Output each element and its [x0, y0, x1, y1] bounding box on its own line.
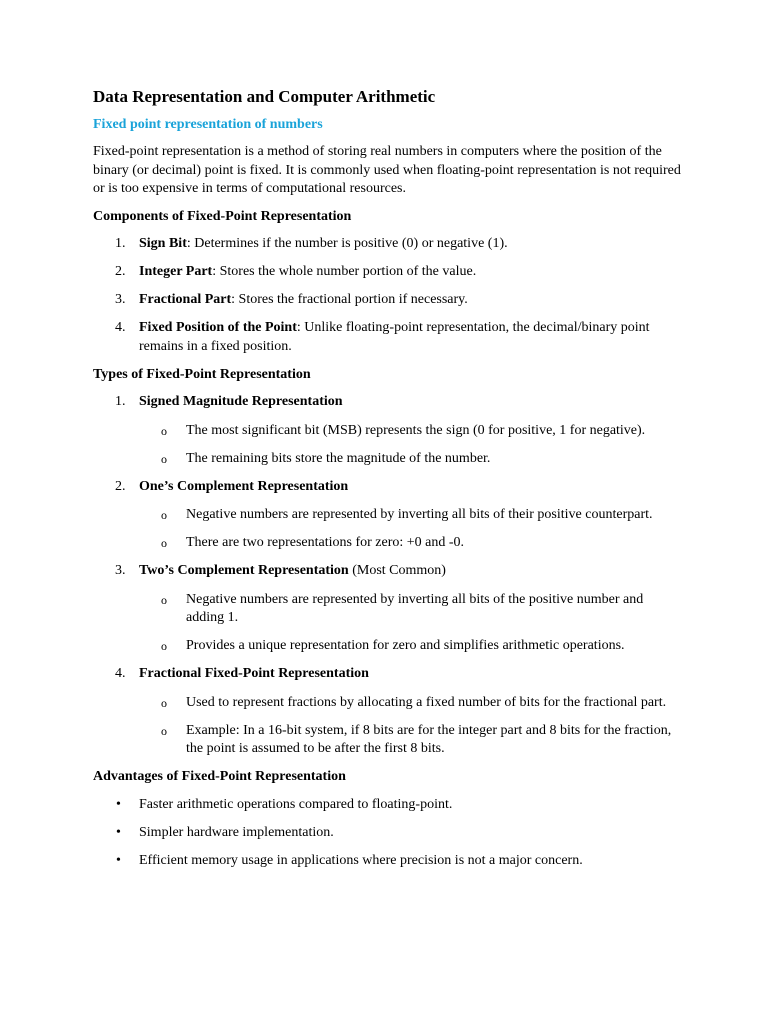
circle-bullet-icon: o [161, 536, 167, 550]
document-content [93, 86, 683, 880]
advantages-heading: Advantages of Fixed-Point Representation [93, 769, 346, 784]
sub-list-item [139, 534, 683, 553]
list-number: 2. [115, 478, 126, 494]
circle-bullet-icon: o [161, 423, 167, 438]
list-item [93, 263, 683, 282]
bullet-item [93, 824, 683, 843]
circle-bullet-icon: o [161, 508, 167, 522]
list-item [93, 291, 683, 310]
list-term: Two’s Complement Representation [139, 563, 349, 578]
list-item [93, 562, 683, 656]
bullet-item [93, 796, 683, 815]
sub-list [139, 591, 683, 656]
list-item [93, 393, 683, 468]
list-number: 3. [115, 292, 126, 307]
list-item [93, 478, 683, 553]
components-list [93, 235, 683, 356]
sub-list [139, 506, 683, 553]
sub-list-item [139, 722, 683, 759]
list-term: Fractional Fixed-Point Representation [139, 666, 369, 681]
list-note: (Most Common) [348, 563, 446, 578]
list-desc: : Stores the whole number portion of the value. [212, 264, 477, 279]
sub-item-text: Provides a unique representation for zero and simplifies arithmetic operations. [186, 638, 625, 653]
section-subtitle: Fixed point representation of numbers [93, 117, 323, 132]
intro-paragraph: Fixed-point representation is a method of storing real numbers in computers where the position of the binary (or decimal) point is fixed. It is commonly used when floating-point representation is not required or is too expensive in terms of computational resources. [93, 144, 681, 196]
bullet-text: Efficient memory usage in applications where precision is not a major concern. [139, 852, 583, 868]
circle-bullet-icon: o [161, 592, 167, 607]
list-desc: : Determines if the number is positive (0) or negative (1). [186, 236, 508, 251]
sub-list [139, 422, 683, 469]
list-term: Signed Magnitude Representation [139, 394, 343, 409]
sub-item-text: The remaining bits store the magnitude of the number. [186, 450, 491, 466]
sub-list-item [139, 694, 683, 713]
advantages-list [93, 796, 683, 871]
list-term: Sign Bit [139, 236, 187, 251]
list-term: Integer Part [139, 264, 213, 279]
list-desc: : Stores the fractional portion if necessary. [231, 292, 468, 307]
list-number: 1. [115, 236, 126, 251]
list-item [93, 235, 683, 254]
circle-bullet-icon: o [161, 451, 167, 466]
sub-item-text: Negative numbers are represented by inverting all bits of the positive number and adding 1. [186, 591, 644, 625]
list-number: 2. [115, 264, 126, 279]
bullet-text: Faster arithmetic operations compared to floating-point. [139, 796, 453, 812]
bullet-icon: • [116, 824, 121, 840]
list-item [93, 319, 683, 356]
components-heading: Components of Fixed-Point Representation [93, 208, 352, 224]
list-number: 4. [115, 666, 126, 681]
sub-list-item [139, 422, 683, 441]
sub-item-text: There are two representations for zero: +0 and -0. [186, 535, 465, 550]
sub-list [139, 694, 683, 759]
sub-list-item [139, 506, 683, 525]
types-list [93, 393, 683, 759]
bullet-item [93, 852, 683, 871]
list-number: 4. [115, 320, 126, 335]
bullet-text: Simpler hardware implementation. [139, 824, 334, 840]
types-heading: Types of Fixed-Point Representation [93, 366, 311, 382]
list-term: Fixed Position of the Point [139, 320, 297, 335]
list-term: Fractional Part [139, 292, 232, 307]
list-item [93, 665, 683, 759]
sub-item-text: Negative numbers are represented by inverting all bits of their positive counterpart. [186, 507, 653, 522]
circle-bullet-icon: o [161, 695, 167, 710]
sub-item-text: Example: In a 16-bit system, if 8 bits are for the integer part and 8 bits for the fraction, the point is assumed to be after the first 8 bits. [186, 722, 672, 756]
sub-list-item [139, 591, 683, 628]
list-term: One’s Complement Representation [139, 478, 349, 494]
bullet-icon: • [116, 852, 121, 868]
sub-list-item [139, 450, 683, 469]
circle-bullet-icon: o [161, 639, 167, 653]
sub-item-text: The most significant bit (MSB) represents the sign (0 for positive, 1 for negative). [186, 422, 646, 438]
document-title: Data Representation and Computer Arithmetic [93, 87, 436, 106]
circle-bullet-icon: o [161, 723, 167, 738]
list-number: 3. [115, 563, 126, 578]
list-number: 1. [115, 394, 126, 409]
list-desc: : Unlike floating-point representation, the decimal/binary point remains in a fixed position. [139, 320, 650, 354]
bullet-icon: • [116, 796, 121, 812]
sub-list-item [139, 637, 683, 656]
sub-item-text: Used to represent fractions by allocating a fixed number of bits for the fractional part. [186, 694, 667, 710]
